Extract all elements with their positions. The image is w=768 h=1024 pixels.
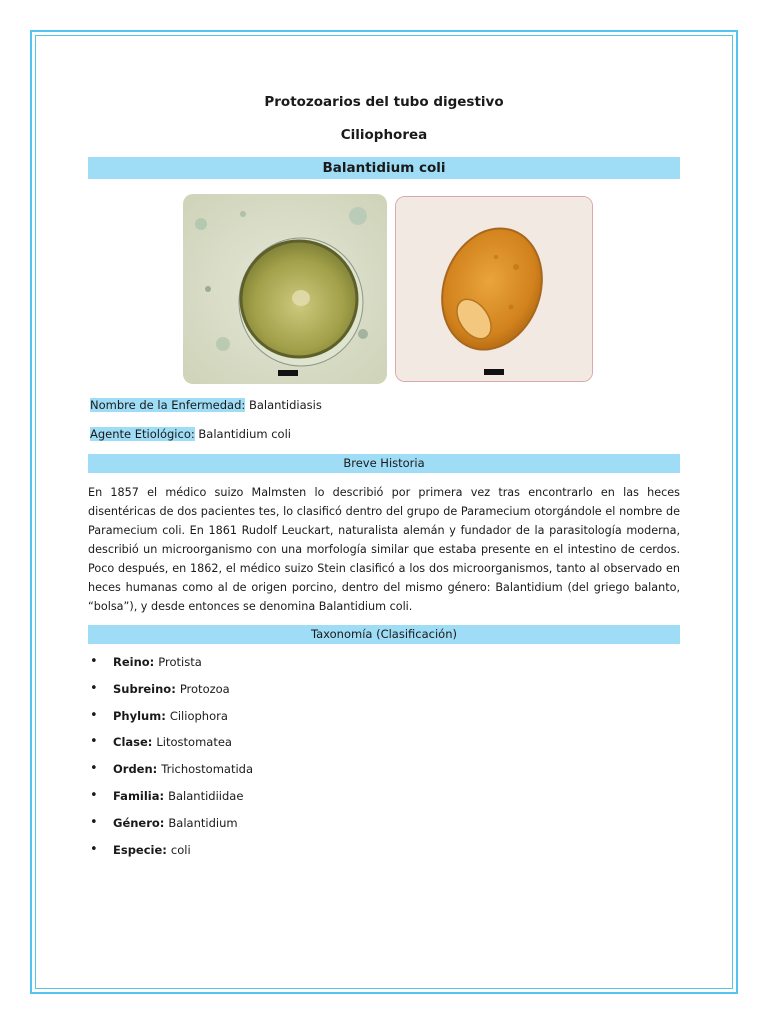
- bullet-icon: •: [90, 841, 98, 857]
- bullet-icon: •: [90, 761, 98, 777]
- taxonomy-list: [90, 655, 253, 869]
- list-item: • Phylum: Ciliophora: [90, 707, 228, 723]
- trophozoite-micrograph: [395, 196, 593, 382]
- bullet-icon: •: [90, 787, 98, 803]
- list-item: • Especie: coli: [90, 841, 191, 857]
- list-item: • Orden: Trichostomatida: [90, 761, 254, 777]
- list-item: • Subreino: Protozoa: [90, 680, 230, 696]
- bullet-icon: •: [90, 707, 98, 723]
- list-item: • Género: Balantidium: [90, 814, 238, 830]
- bullet-icon: •: [90, 680, 98, 696]
- disease-field: [90, 398, 322, 412]
- taxonomy-heading: Taxonomía (Clasificación): [88, 625, 680, 644]
- bullet-icon: •: [90, 654, 98, 669]
- agent-label: Agente Etiológico:: [90, 427, 195, 441]
- cyst-micrograph: [183, 194, 387, 384]
- agent-value: Balantidium coli: [198, 427, 291, 441]
- document-title: Protozoarios del tubo digestivo: [264, 94, 504, 110]
- history-paragraph: En 1857 el médico suizo Malmsten lo describió por primera vez tras encontrarlo en las heces disentéricas de dos pacientes tes, lo clasificó dentro del grupo de Paramecium otorgándole el nombre de Paramecium coli. En 1861 Rudolf Leuckart, naturalista alemán y fundador de la parasitología moderna, describió un microorganismo con una morfología similar que estaba presente en el intestino de cerdos. Poco después, en 1862, el médico suizo Stein clasificó a los dos microorganismos, tanto al observado en heces humanas como al de origen porcino, dentro del mismo género: Balantidium (del griego balanto, “bolsa”), y desde entonces se denomina Balantidium coli.: [88, 486, 680, 613]
- list-item: • Clase: Litostomatea: [90, 734, 232, 750]
- bullet-icon: •: [90, 814, 98, 830]
- history-heading: Breve Historia: [88, 454, 680, 473]
- document-subtitle: Ciliophorea: [340, 127, 428, 143]
- bullet-icon: •: [90, 734, 98, 750]
- disease-value: Balantidiasis: [248, 398, 322, 412]
- organism-heading: Balantidium coli: [88, 157, 680, 179]
- agent-field: [90, 427, 291, 441]
- disease-label: Nombre de la Enfermedad:: [90, 398, 246, 412]
- list-item: • Familia: Balantidiidae: [90, 787, 244, 803]
- list-item: • Reino: Protista: [90, 654, 202, 669]
